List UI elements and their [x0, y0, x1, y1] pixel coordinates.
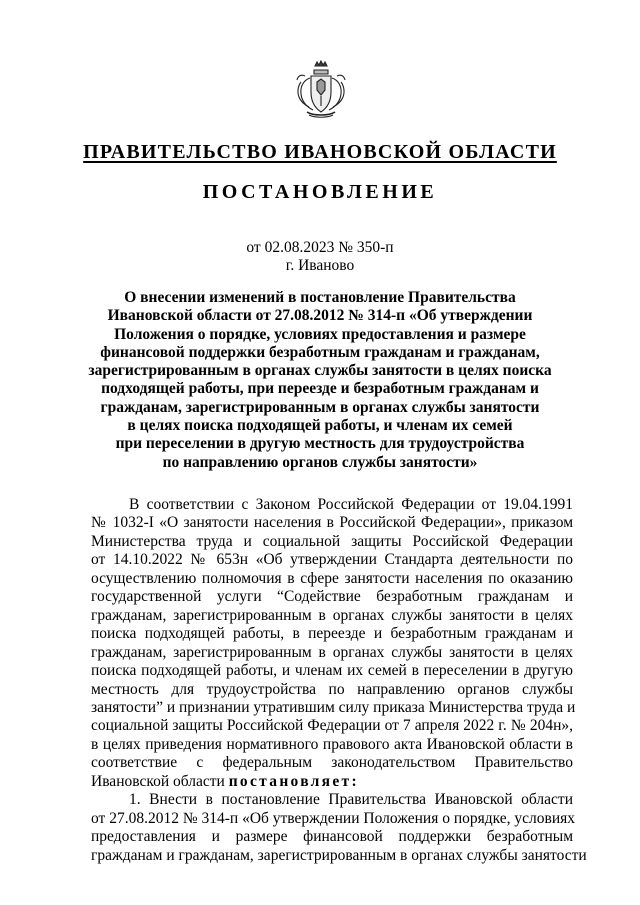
subject-line: О внесении изменений в постановление Правительства [124, 289, 516, 306]
body-line: поиска подходящей работы, и членам их семей в переселении в другую [91, 662, 573, 680]
subject-line: при переселении в другую местность для трудоустройства [115, 435, 525, 453]
item-line: предоставления и размере финансовой поддержки безработным [91, 828, 573, 846]
body-line: гражданам, зарегистрированным в органах службы занятости в целях [91, 643, 573, 661]
subject-line: Ивановской области от 27.08.2012 № 314-п «Об утверждении [107, 307, 533, 325]
subject-line: финансовой поддержки безработным гражданам и гражданам, [100, 343, 540, 361]
subject-line: по направлению органов службы занятости» [162, 453, 478, 471]
subject-line: подходящей работы, при переезде и безработным гражданам и [101, 380, 539, 398]
document-type: ПОСТАНОВЛЕНИЕ [202, 181, 438, 203]
subject-line: гражданам, зарегистрированным в органах службы занятости [100, 398, 540, 416]
body-line: в целях приведения нормативного правового акта Ивановской области в [91, 735, 573, 753]
document-date-number: от 02.08.2023 № 350-п [246, 239, 394, 256]
body-line: гражданам, зарегистрированным в органах службы занятости в целях [91, 606, 573, 624]
body-line: осуществлению полномочия в сфере занятости населения по оказанию [91, 569, 573, 587]
item-line: от 27.08.2012 № 314-п «Об утверждении Положения о порядке, условиях [91, 809, 576, 827]
subject-line: Положения о порядке, условиях предоставления и размере [114, 325, 526, 343]
subject-line: зарегистрированным в органах службы занятости в целях поиска [88, 362, 552, 380]
item-line: 1. Внести в постановление Правительства Ивановской области [129, 791, 573, 809]
document-body [91, 496, 587, 865]
body-line: № 1032-I «О занятости населения в Российской Федерации», приказом [91, 514, 573, 532]
subject-line: в целях поиска подходящей работы, и членам их семей [127, 417, 513, 435]
body-line: государственной услуги “Содействие безработным гражданам и [91, 588, 573, 606]
decree-word: постановляет: [228, 772, 359, 790]
body-line: от 14.10.2022 № 653н «Об утверждении Стандарта деятельности по [91, 551, 573, 569]
body-line: занятости” и признании утратившим силу приказа Министерства труда и [91, 698, 576, 716]
body-line: соответствие с федеральным законодательством Правительство [91, 754, 573, 772]
coat-of-arms-icon [295, 60, 347, 120]
body-line: местность для трудоустройства по направлению органов службы [91, 680, 573, 698]
body-line: социальной защиты Российской Федерации от 7 апреля 2022 г. № 204н», [91, 717, 573, 735]
document-city: г. Иваново [285, 257, 355, 274]
body-line: В соответствии с Законом Российской Федерации от 19.04.1991 [129, 496, 573, 513]
body-line: Министерства труда и социальной защиты Российской Федерации [91, 532, 573, 550]
decree-prefix: Ивановской области [91, 772, 229, 790]
body-line: поиска подходящей работы, в переезде и безработным гражданам и [91, 625, 573, 643]
item-line: гражданам и гражданам, зарегистрированным в органах службы занятости [91, 846, 587, 864]
document-subject [80, 289, 560, 472]
body-line-decree [91, 773, 573, 791]
government-name: ПРАВИТЕЛЬСТВО ИВАНОВСКОЙ ОБЛАСТИ [83, 141, 557, 163]
